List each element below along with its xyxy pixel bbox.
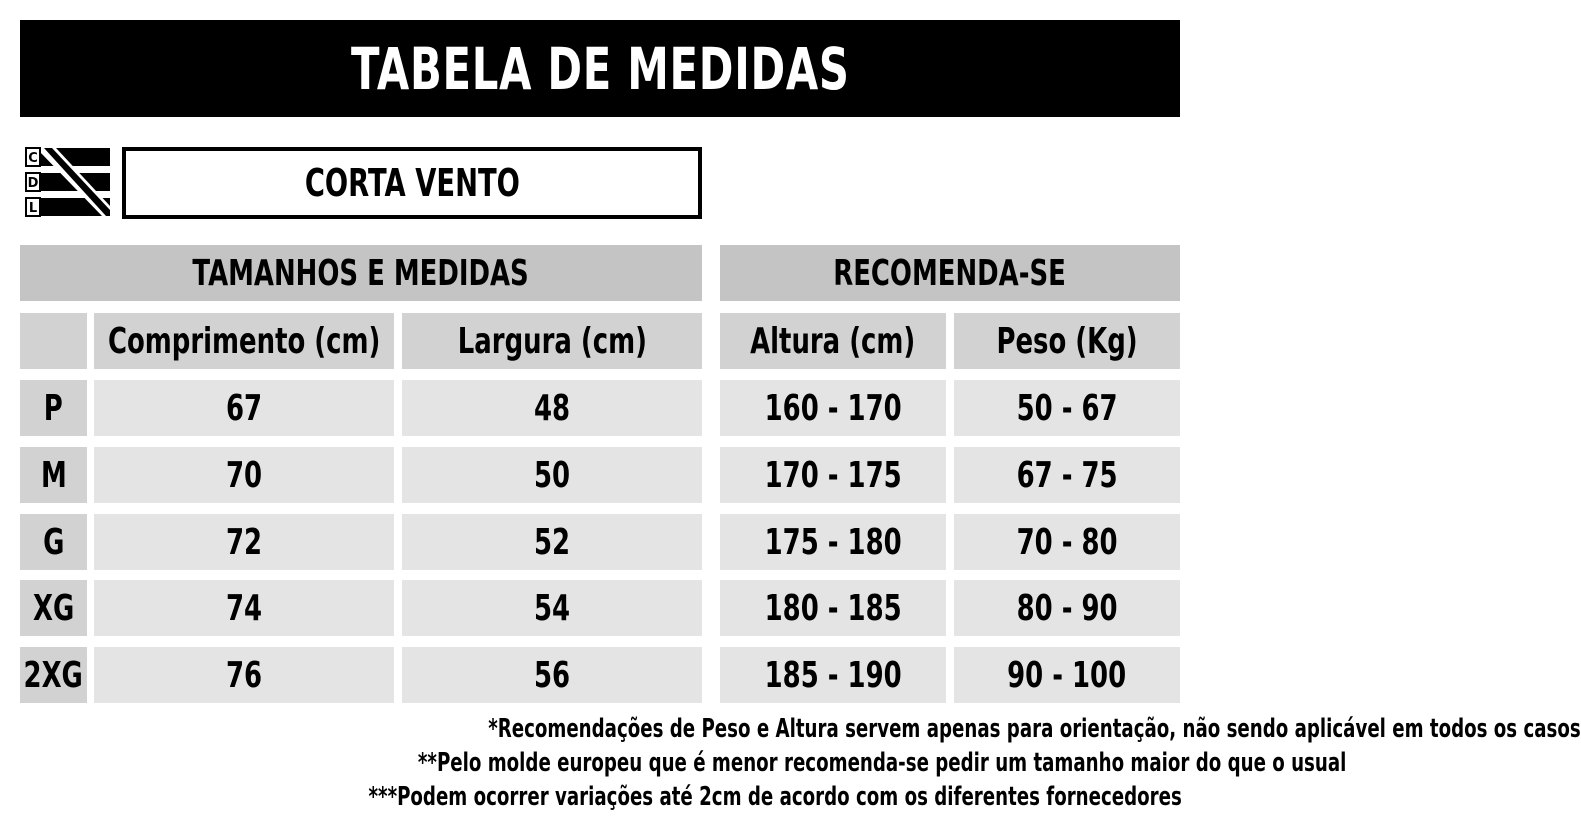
group-header-recommend-label: RECOMENDA-SE <box>833 252 1067 294</box>
size-cell <box>20 380 87 436</box>
col-header-height <box>720 313 946 369</box>
size-label: XG <box>32 587 75 629</box>
length-value: 67 <box>225 387 263 429</box>
height-cell <box>720 380 946 436</box>
col-header-length <box>94 313 394 369</box>
length-cell <box>94 647 394 703</box>
weight-value: 70 - 80 <box>1016 521 1118 563</box>
weight-cell <box>954 380 1180 436</box>
size-label: 2XG <box>23 654 84 696</box>
width-cell <box>402 580 702 636</box>
weight-value: 80 - 90 <box>1016 587 1118 629</box>
weight-cell <box>954 447 1180 503</box>
brand-logo <box>26 148 110 216</box>
length-value: 76 <box>225 654 263 696</box>
width-value: 56 <box>533 654 571 696</box>
height-value: 160 - 170 <box>764 387 902 429</box>
length-cell <box>94 447 394 503</box>
footnote-text: *Recomendações de Peso e Altura servem apenas para orientação, não sendo aplicável em todos os casos <box>488 714 1581 744</box>
size-cell <box>20 447 87 503</box>
size-label: P <box>43 387 63 429</box>
product-name: CORTA VENTO <box>304 161 520 205</box>
logo-letter-l: L <box>28 201 38 216</box>
width-cell <box>402 514 702 570</box>
length-cell <box>94 514 394 570</box>
width-value: 54 <box>533 587 571 629</box>
size-cell <box>20 514 87 570</box>
height-value: 170 - 175 <box>764 454 902 496</box>
height-value: 180 - 185 <box>764 587 902 629</box>
group-header-sizes <box>20 245 702 301</box>
size-cell <box>20 647 87 703</box>
col-header-width-label: Largura (cm) <box>457 320 647 362</box>
height-cell <box>720 447 946 503</box>
title-banner <box>20 20 1180 117</box>
size-label: G <box>42 521 65 563</box>
footnote <box>20 712 1581 746</box>
length-cell <box>94 580 394 636</box>
col-header-width <box>402 313 702 369</box>
weight-value: 50 - 67 <box>1016 387 1118 429</box>
col-header-weight-label: Peso (Kg) <box>996 320 1138 362</box>
logo-letter-d: D <box>27 176 39 191</box>
footnotes <box>20 712 1581 814</box>
footnote-text: **Pelo molde europeu que é menor recomenda-se pedir um tamanho maior do que o usual <box>417 748 1347 778</box>
group-header-sizes-label: TAMANHOS E MEDIDAS <box>192 252 530 294</box>
weight-cell <box>954 580 1180 636</box>
height-cell <box>720 580 946 636</box>
size-label: M <box>40 454 67 496</box>
footnote <box>20 746 1347 780</box>
height-cell <box>720 514 946 570</box>
size-cell <box>20 580 87 636</box>
width-value: 48 <box>533 387 571 429</box>
height-value: 175 - 180 <box>764 521 902 563</box>
length-value: 70 <box>225 454 263 496</box>
height-value: 185 - 190 <box>764 654 902 696</box>
col-header-height-label: Altura (cm) <box>750 320 916 362</box>
length-cell <box>94 380 394 436</box>
col-header-length-label: Comprimento (cm) <box>107 320 381 362</box>
length-value: 74 <box>225 587 263 629</box>
footnote <box>20 780 1180 814</box>
col-header-weight <box>954 313 1180 369</box>
logo-letter-c: C <box>28 151 38 166</box>
width-value: 52 <box>533 521 571 563</box>
width-cell <box>402 447 702 503</box>
weight-value: 90 - 100 <box>1007 654 1127 696</box>
product-name-box <box>122 147 702 219</box>
weight-cell <box>954 647 1180 703</box>
weight-cell <box>954 514 1180 570</box>
weight-value: 67 - 75 <box>1016 454 1118 496</box>
height-cell <box>720 647 946 703</box>
group-header-recommend <box>720 245 1180 301</box>
page-title: TABELA DE MEDIDAS <box>350 34 850 103</box>
width-cell <box>402 647 702 703</box>
width-value: 50 <box>533 454 571 496</box>
cdl-logo-icon <box>26 148 110 216</box>
length-value: 72 <box>225 521 263 563</box>
width-cell <box>402 380 702 436</box>
col-header-size <box>20 313 87 369</box>
footnote-text: ***Podem ocorrer variações até 2cm de acordo com os diferentes fornecedores <box>368 782 1182 812</box>
